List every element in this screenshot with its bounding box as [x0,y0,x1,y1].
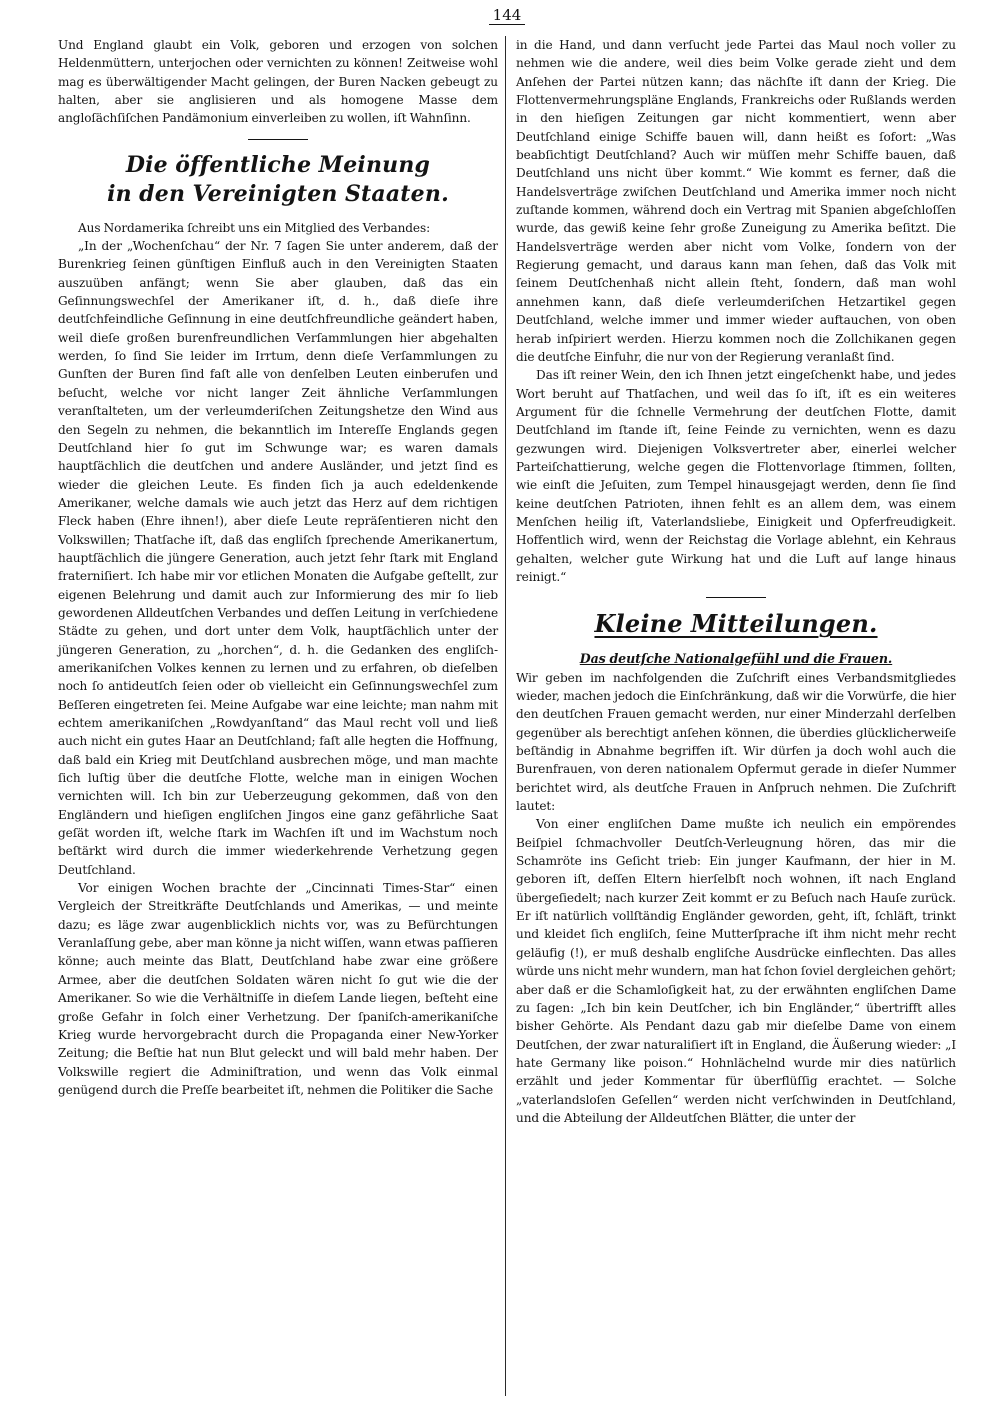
article-paragraph: Das iſt reiner Wein, den ich Ihnen jetzt eingeſchenkt habe, und jedes Wort beruht auf Thatſachen, und weil das ſo iſt, iſt es ein weiteres Argument für die ſchnelle Vermehrung der deutſchen Flotte, damit Deutſchland im ſtande iſt, ſeine Feinde zu vernichten, wenn es dazu gezwungen wird. Diejenigen Volksvertreter aber, einerlei welcher Parteiſchattierung, welche gegen die Flottenvorlage ſtimmen, ſollten, wie einſt die Jeſuiten, zum Tempel hinausgejagt werden, denn ſie ſind keine deutſchen Patrioten, ihnen fehlt es an allem dem, was einem Menſchen heilig iſt, Vaterlandsliebe, Einigkeit und Opferfreudigkeit. Hoffentlich wird, wenn der Reichstag die Vorlage ablehnt, ein Kehraus gehalten, welcher gute Wirkung hat und die Luft auf lange hinaus reinigt.“ [516,368,956,584]
notice-paragraph: Wir geben im nachfolgenden die Zuſchrift eines Verbandsmitgliedes wieder, machen jedoch die Einſchränkung, daß wir die Vorwürfe, die hier den deutſchen Frauen gemacht werden, nur einer Minderzahl derſelben gegenüber als berechtigt anſehen können, die überdies glücklicherweiſe beſtändig in Abnahme begriffen iſt. Wir dürfen ja doch wohl auch die Burenfrauen, von deren nationalem Opfermut gerade in dieſer Nummer berichtet wird, als deutſche Frauen in Anſpruch nehmen. Die Zuſchrift lautet: [516,670,956,814]
subheading: Das deutſche Nationalgefühl und die Frauen. [579,651,893,667]
left-column [58,36,498,1127]
article-heading-line2: in den Vereinigten Staaten. [107,180,449,207]
right-column [516,36,956,1127]
article-heading-line1: Die öffentliche Meinung [125,151,431,178]
page-number [58,6,956,36]
columns [58,36,956,1127]
article-paragraph-continued: in die Hand, und dann verſucht jede Partei das Maul noch voller zu nehmen wie die andere, weil dies beim Volke gerade zieht und dem Anſehen der Partei nützen kann; das nächſte iſt dann der Krieg. Die Flottenvermehrungspläne Englands, Frankreichs oder Rußlands werden in den hieſigen Zeitungen gar nicht kommentiert, wenn aber Deutſchland einige Schiffe bauen will, dann heißt es ſofort: „Was beabſichtigt Deutſchland? Auch wir müſſen mehr Schiffe bauen, daß Deutſchland uns nicht über kommt.“ Wie kommt es ferner, daß die Handelsverträge zwiſchen Deutſchland und Amerika immer noch nicht zuſtande kommen, während doch ein Vertrag mit Spanien abgeſchloſſen wurde, das gewiß keine ſehr große Zuneigung zu Amerika beſitzt. Die Handelsverträge werden aber nicht vom Volke, ſondern von der Regierung gemacht, und daraus kann man ſehen, daß das Volk mit ſeinem Deutſchenhaß nicht allein ſteht, ſondern, daß man wohl annehmen kann, daß dieſe verleumderiſchen Hetzartikel gegen Deutſchland, welche immer und immer wieder auftauchen, von oben herab inſpiriert werden. Hierzu kommen noch die Zollchikanen gegen die deutſche Einfuhr, die nur von der Regierung veranlaßt ſind. [516,38,956,364]
section-divider [706,597,766,598]
article-paragraph: „In der „Wochenſchau“ der Nr. 7 ſagen Sie unter anderem, daß der Burenkrieg ſeinen günſtigen Einfluß auch in den Vereinigten Staaten auszuüben anfängt; wenn Sie aber glauben, daß das ein Geſinnungswechſel der Amerikaner iſt, d. h., daß dieſe ihre deutſchfeindliche Geſinnung in eine deutſchfreundliche geändert haben, weil dieſe großen burenfreundlichen Verſammlungen hier abgehalten werden, ſo ſind Sie leider im Irrtum, denn dieſe Verſammlungen zu Gunſten der Buren ſind faſt alle von denſelben Leuten einberufen und beſucht, welche vor nicht langer Zeit ähnliche Verſammlungen veranſtalteten, um der verleumderiſchen Zeitungshetze den Wind aus den Segeln zu nehmen, die bekanntlich im Intereſſe Englands gegen Deutſchland hier ſo gut im Schwunge war; es waren damals hauptſächlich die deutſchen und andere Ausländer, und jetzt ſind es wieder die gleichen Leute. Es finden ſich ja auch edeldenkende Amerikaner, welche damals wie auch jetzt das Herz auf dem richtigen Fleck haben (Ehre ihnen!), aber dieſe Leute repräſentieren nicht den Volkswillen; Thatſache iſt, daß das engliſch ſprechende Amerikanertum, hauptſächlich die jüngere Generation, auch jetzt ſehr ſtark mit England fraterniſiert. Ich habe mir vor etlichen Monaten die Aufgabe geſtellt, zur eigenen Belehrung und damit auch zur Informierung des mir ſo lieb gewordenen Alldeutſchen Verbandes und deſſen Leitung in verſchiedene Städte zu gehen, und dort unter dem Volk, hauptſächlich unter der jüngeren Generation, zu „horchen“, d. h. die Gedanken des engliſch-amerikaniſchen Volkes kennen zu lernen und zu erfahren, ob dieſelben noch ſo antideutſch ſeien oder ob vielleicht ein Geſinnungswechſel zum Beſſeren eingetreten ſei. Meine Aufgabe war eine leichte; man nahm mit echtem amerikaniſchen „Rowdyanſtand“ das Maul recht voll und ließ auch nicht ein gutes Haar an Deutſchland; faſt alle hegten die Hoffnung, daß bald ein Krieg mit Deutſchland ausbrechen möge, und man machte ſich luſtig über die deutſche Flotte, welche man in einigen Wochen vernichten will. Ich bin zur Ueberzeugung gekommen, daß von den Engländern und hieſigen engliſchen Jingos eine ganz gefährliche Saat geſät worden iſt, welche ſtark im Wachſen iſt und im Wachstum noch beſtärkt wird durch die immer wiederkehrende Verhetzung gegen Deutſchland. [58,239,498,877]
article-paragraph: Vor einigen Wochen brachte der „Cincinnati Times-Star“ einen Vergleich der Streitkräfte Deutſchlands und Amerikas, — und meinte dazu; es läge zwar augenblicklich nichts vor, was zu Befürchtungen Veranlaſſung gebe, aber man könne ja nicht wiſſen, wann etwas paſſieren könne; auch meinte das Blatt, Deutſchland habe zwar eine größere Armee, aber die deutſchen Soldaten wären nicht ſo gut wie die der Amerikaner. So wie die Verhältniſſe in dieſem Lande liegen, beſteht eine große Gefahr in ſolch einer Verhetzung. Der ſpaniſch-amerikaniſche Krieg wurde hervorgebracht durch die Propaganda einer New-Yorker Zeitung; die Beſtie hat nun Blut geleckt und will bald mehr haben. Der Volkswille regiert die Adminiſtration, und wenn das Volk einmal genügend durch die Preſſe bearbeitet iſt, nehmen die Politiker die Sache [58,881,498,1097]
article-heading [58,151,498,209]
article-lead: Aus Nordamerika ſchreibt uns ein Mitglied des Verbandes: [78,220,431,235]
section-heading: Kleine Mitteilungen. [594,609,878,639]
column-rule [505,36,506,1396]
letter-paragraph: Von einer engliſchen Dame mußte ich neulich ein empörendes Beiſpiel ſchmachvoller Deutſch-Verleugnung hören, das mir die Schamröte ins Geſicht trieb: Ein junger Kaufmann, der hier in M. geboren iſt, deſſen Eltern hierſelbſt noch wohnen, iſt nach England übergeſiedelt; nach kurzer Zeit kommt er zu Beſuch nach Hauſe zurück. Er iſt natürlich vollſtändig Engländer geworden, geht, iſt, ſchläft, trinkt und kleidet ſich engliſch, ſeine Mutterſprache iſt ihm nicht mehr recht geläufig (!), er muß deshalb engliſche Ausdrücke einflechten. Das alles würde uns nicht mehr wundern, man hat ſchon ſoviel dergleichen gehört; aber daß er die Schamloſigkeit hat, zu der erwähnten engliſchen Dame zu ſagen: „Ich bin kein Deutſcher, ich bin Engländer,“ übertrifft alles bisher Gehörte. Als Pendant dazu gab mir dieſelbe Dame von einem Deutſchen, der zwar naturaliſiert iſt in England, die Äußerung wieder: „I hate Germany like poison.“ Hohnlächelnd wurde mir dies natürlich erzählt und jeder Kommentar für überflüſſig erachtet. — Solche „vaterlandsloſen Geſellen“ werden nicht verſchwinden in Deutſchland, und die Abteilung der Alldeutſchen Blätter, die unter der [516,817,956,1125]
intro-paragraph: Und England glaubt ein Volk, geboren und erzogen von solchen Heldenmüttern, unterjochen oder vernichten zu können! Zeitweise wohl mag es überwältigender Macht gelingen, der Buren Nacken gebeugt zu halten, aber sie anglisieren und als homogene Masse dem angloſächſiſchen Pandämonium einverleiben zu wollen, iſt Wahnſinn. [58,38,498,126]
page-number-text: 144 [489,6,526,25]
section-divider [248,139,308,140]
